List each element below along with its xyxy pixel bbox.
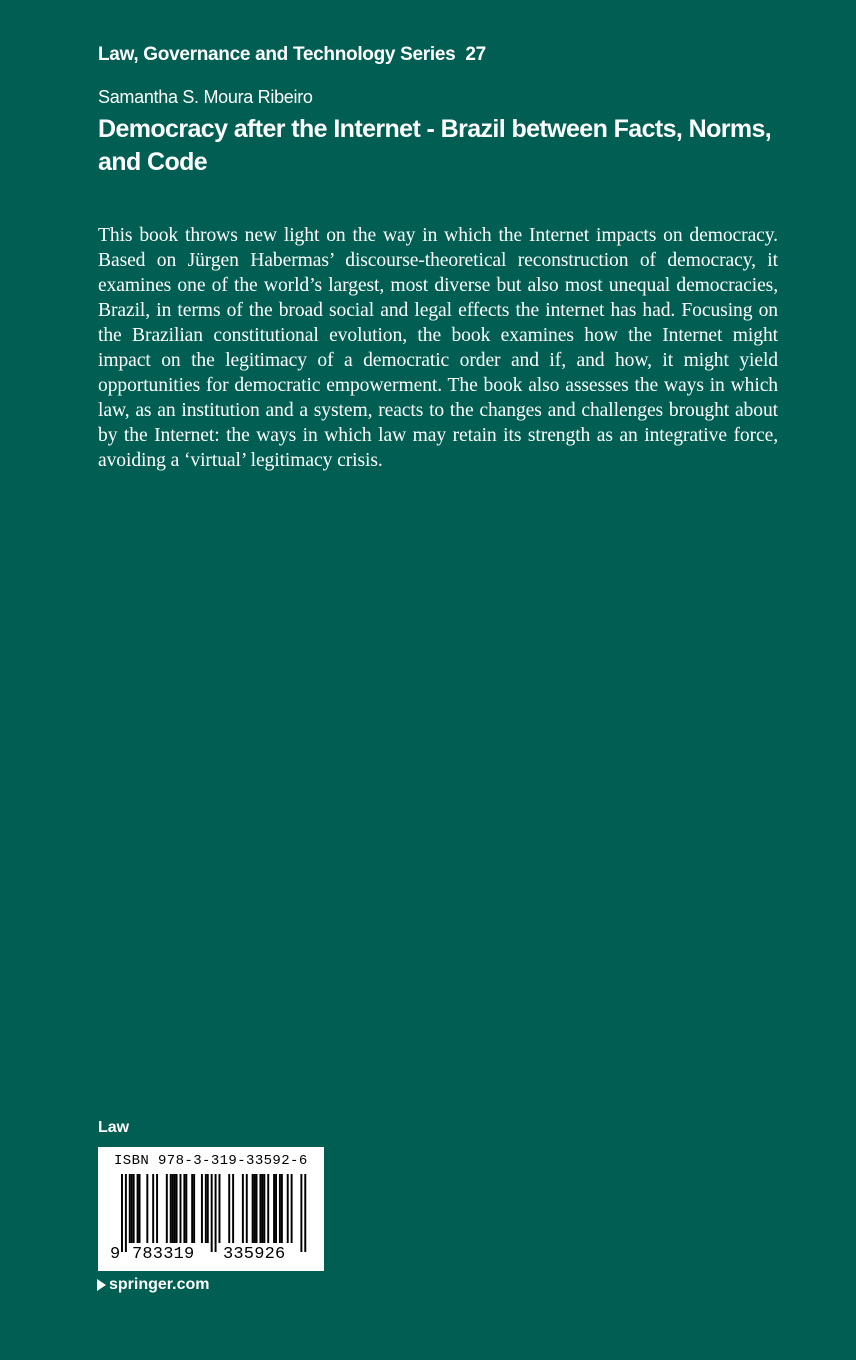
barcode-bar bbox=[207, 1174, 209, 1243]
barcode-bar bbox=[193, 1174, 195, 1243]
barcode-bar bbox=[246, 1174, 248, 1243]
barcode-bar bbox=[242, 1174, 244, 1243]
series-number: 27 bbox=[465, 44, 486, 65]
series-heading bbox=[98, 44, 486, 66]
barcode-bar bbox=[252, 1174, 254, 1243]
barcode-bar bbox=[215, 1174, 217, 1252]
publisher-website[interactable] bbox=[97, 1276, 209, 1294]
barcode-bar bbox=[232, 1174, 234, 1243]
barcode-bar bbox=[267, 1174, 269, 1243]
barcode-bar bbox=[287, 1174, 289, 1243]
barcode-bar bbox=[129, 1174, 131, 1243]
barcode-right-digits: 335926 bbox=[223, 1245, 286, 1264]
book-description: This book throws new light on the way in which the Internet impacts on democracy. Based on Jürgen Habermas’ discourse-theoretical reconstruction of democracy, it examines one of the world’s largest, most diverse but also most unequal democracies, Brazil, in terms of the broad social and legal effects the internet has had. Focusing on the Brazilian constitutional evolution, the book examines how the Internet might impact on the legitimacy of a democratic order and if, and how, it might yield opportunities for democratic empowerment. The book also assesses the ways in which law, as an institution and a system, reacts to the changes and challenges brought about by the Internet: the ways in which law may retain its strength as an integrative force, avoiding a ‘virtual’ legitimacy crisis. bbox=[98, 225, 778, 471]
website-label: springer.com bbox=[109, 1276, 210, 1293]
barcode-bar bbox=[176, 1174, 178, 1243]
barcode-bar bbox=[201, 1174, 203, 1243]
barcode-bar bbox=[261, 1174, 263, 1243]
barcode-bar bbox=[254, 1174, 256, 1243]
author-name: Samantha S. Moura Ribeiro bbox=[98, 87, 313, 107]
barcode-bar bbox=[275, 1174, 277, 1243]
barcode-bar bbox=[172, 1174, 174, 1243]
isbn-label: ISBN 978-3-319-33592-6 bbox=[114, 1153, 308, 1169]
book-title: Democracy after the Internet - Brazil between Facts, Norms, and Code bbox=[98, 115, 772, 176]
barcode-first-digit: 9 bbox=[110, 1245, 121, 1264]
barcode-bar bbox=[211, 1174, 213, 1252]
barcode-bar bbox=[279, 1174, 281, 1243]
barcode-bar bbox=[205, 1174, 207, 1243]
barcode-bar bbox=[125, 1174, 127, 1252]
barcode-bar bbox=[185, 1174, 187, 1243]
barcode-bar bbox=[281, 1174, 283, 1243]
barcode-bar bbox=[137, 1174, 139, 1243]
barcode-bar bbox=[174, 1174, 176, 1243]
barcode-bar bbox=[156, 1174, 158, 1243]
barcode-bar bbox=[273, 1174, 275, 1243]
barcode-bar bbox=[121, 1174, 123, 1252]
barcode-bar bbox=[180, 1174, 182, 1243]
barcode-bar bbox=[263, 1174, 265, 1243]
arrow-right-icon bbox=[97, 1279, 106, 1291]
barcode-bar bbox=[166, 1174, 168, 1243]
barcode-bar bbox=[219, 1174, 221, 1243]
barcode-bar bbox=[183, 1174, 185, 1243]
barcode-bar bbox=[191, 1174, 193, 1243]
barcode-bar bbox=[304, 1174, 306, 1252]
barcode-bar bbox=[228, 1174, 230, 1243]
isbn-barcode bbox=[98, 1147, 324, 1271]
barcode-bar bbox=[291, 1174, 293, 1243]
barcode-bar bbox=[170, 1174, 172, 1243]
barcode-bar bbox=[152, 1174, 154, 1243]
barcode-bar bbox=[300, 1174, 302, 1252]
barcode-left-digits: 783319 bbox=[132, 1245, 195, 1264]
barcode-bar bbox=[259, 1174, 261, 1243]
barcode-bar bbox=[133, 1174, 135, 1243]
barcode-bar bbox=[139, 1174, 141, 1243]
subject-category: Law bbox=[98, 1119, 130, 1136]
barcode-bar bbox=[146, 1174, 148, 1243]
barcode-bar bbox=[256, 1174, 258, 1243]
barcode-bar bbox=[131, 1174, 133, 1243]
series-name: Law, Governance and Technology Series bbox=[98, 44, 456, 65]
